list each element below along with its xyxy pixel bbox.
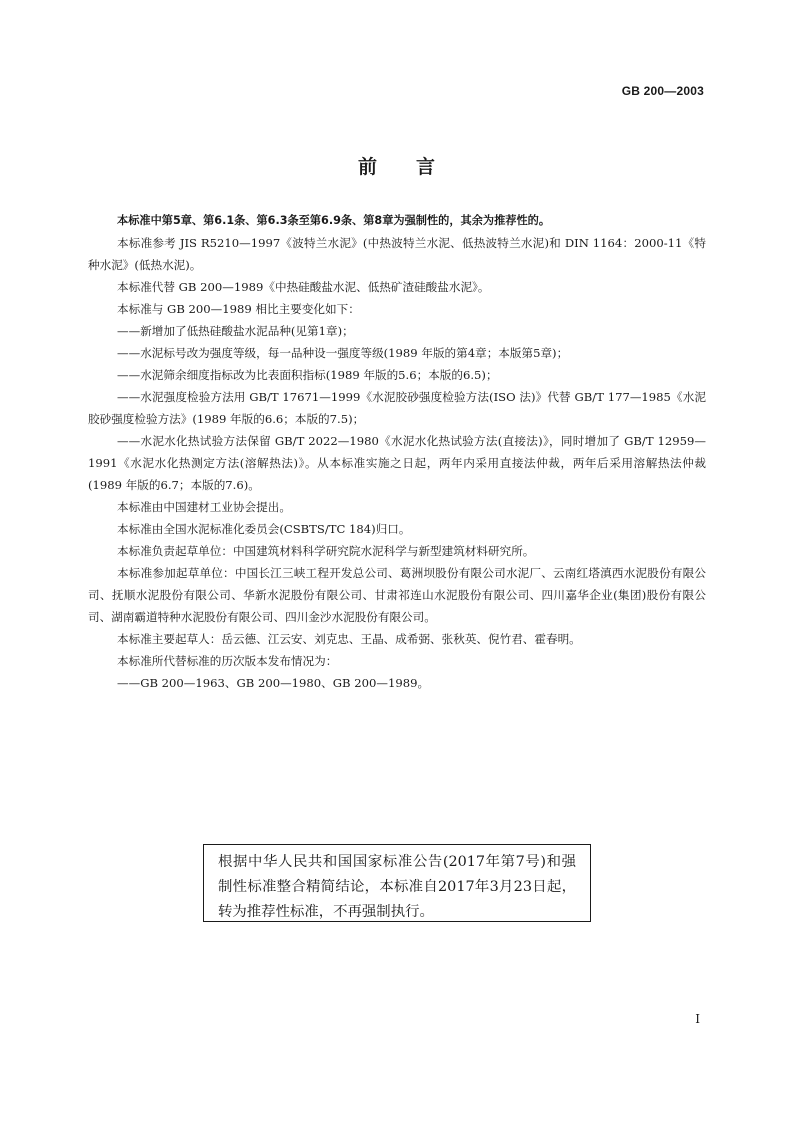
paragraph-history-intro: 本标准所代替标准的历次版本发布情况为： <box>117 654 338 668</box>
change-item: ——水泥筛余细度指标改为比表面积指标(1989 年版的5.6；本版的6.5)； <box>117 368 498 382</box>
paragraph-lead-drafter: 本标准负责起草单位：中国建筑材料科学研究院水泥科学与新型建筑材料研究所。 <box>117 544 535 558</box>
paragraph-replaces: 本标准代替 GB 200—1989《中热硅酸盐水泥、低热矿渣硅酸盐水泥》。 <box>117 280 490 294</box>
change-item: ——水泥强度检验方法用 GB/T 17671—1999《水泥胶砂强度检验方法(ISO 法)》代替 GB/T 177—1985《水泥胶砂强度检验方法》(1989 年版的6.6；本版的7.5)； <box>88 390 706 426</box>
change-item: ——新增加了低热硅酸盐水泥品种(见第1章)； <box>117 324 354 338</box>
paragraph-participating-drafters: 本标准参加起草单位：中国长江三峡工程开发总公司、葛洲坝股份有限公司水泥厂、云南红塔滇西水泥股份有限公司、抚顺水泥股份有限公司、华新水泥股份有限公司、甘肃祁连山水泥股份有限公司、四川嘉华企业(集团)股份有限公司、湖南霸道特种水泥股份有限公司、四川金沙水泥股份有限公司。 <box>88 566 706 624</box>
paragraph-proposer: 本标准由中国建材工业协会提出。 <box>117 500 291 514</box>
document-code: GB 200—2003 <box>621 84 704 98</box>
paragraph-mandatory-clauses: 本标准中第5章、第6.1条、第6.3条至第6.9条、第8章为强制性的，其余为推荐性的。 <box>117 214 551 227</box>
paragraph-committee: 本标准由全国水泥标准化委员会(CSBTS/TC 184)归口。 <box>117 522 411 536</box>
paragraph-changes-intro: 本标准与 GB 200—1989 相比主要变化如下： <box>117 302 360 316</box>
notice-text: 根据中华人民共和国国家标准公告(2017年第7号)和强制性标准整合精简结论，本标准自2017年3月23日起，转为推荐性标准，不再强制执行。 <box>218 854 576 920</box>
page-title <box>0 152 794 179</box>
history-item: ——GB 200—1963、GB 200—1980、GB 200—1989。 <box>117 676 430 690</box>
paragraph-drafters: 本标准主要起草人：岳云德、江云安、刘克忠、王晶、成希弼、张秋英、倪竹君、霍春明。 <box>117 632 581 646</box>
title-part-1: 前 <box>357 156 378 178</box>
foreword-body <box>88 210 706 694</box>
paragraph-references: 本标准参考 JIS R5210—1997《波特兰水泥》(中热波特兰水泥、低热波特兰水泥)和 DIN 1164：2000-11《特种水泥》(低热水泥)。 <box>88 236 706 272</box>
change-item: ——水泥水化热试验方法保留 GB/T 2022—1980《水泥水化热试验方法(直接法)》，同时增加了 GB/T 12959—1991《水泥水化热测定方法(溶解热法)》。从本标准实施之日起，两年内采用直接法仲裁，两年后采用溶解热法仲裁(1989 年版的6.7；本版的7.6)。 <box>88 434 706 492</box>
change-item: ——水泥标号改为强度等级，每一品种设一强度等级(1989 年版的第4章；本版第5章)； <box>117 346 569 360</box>
title-part-2: 言 <box>416 156 437 178</box>
notice-box <box>203 844 591 922</box>
page-number: I <box>695 1012 700 1026</box>
